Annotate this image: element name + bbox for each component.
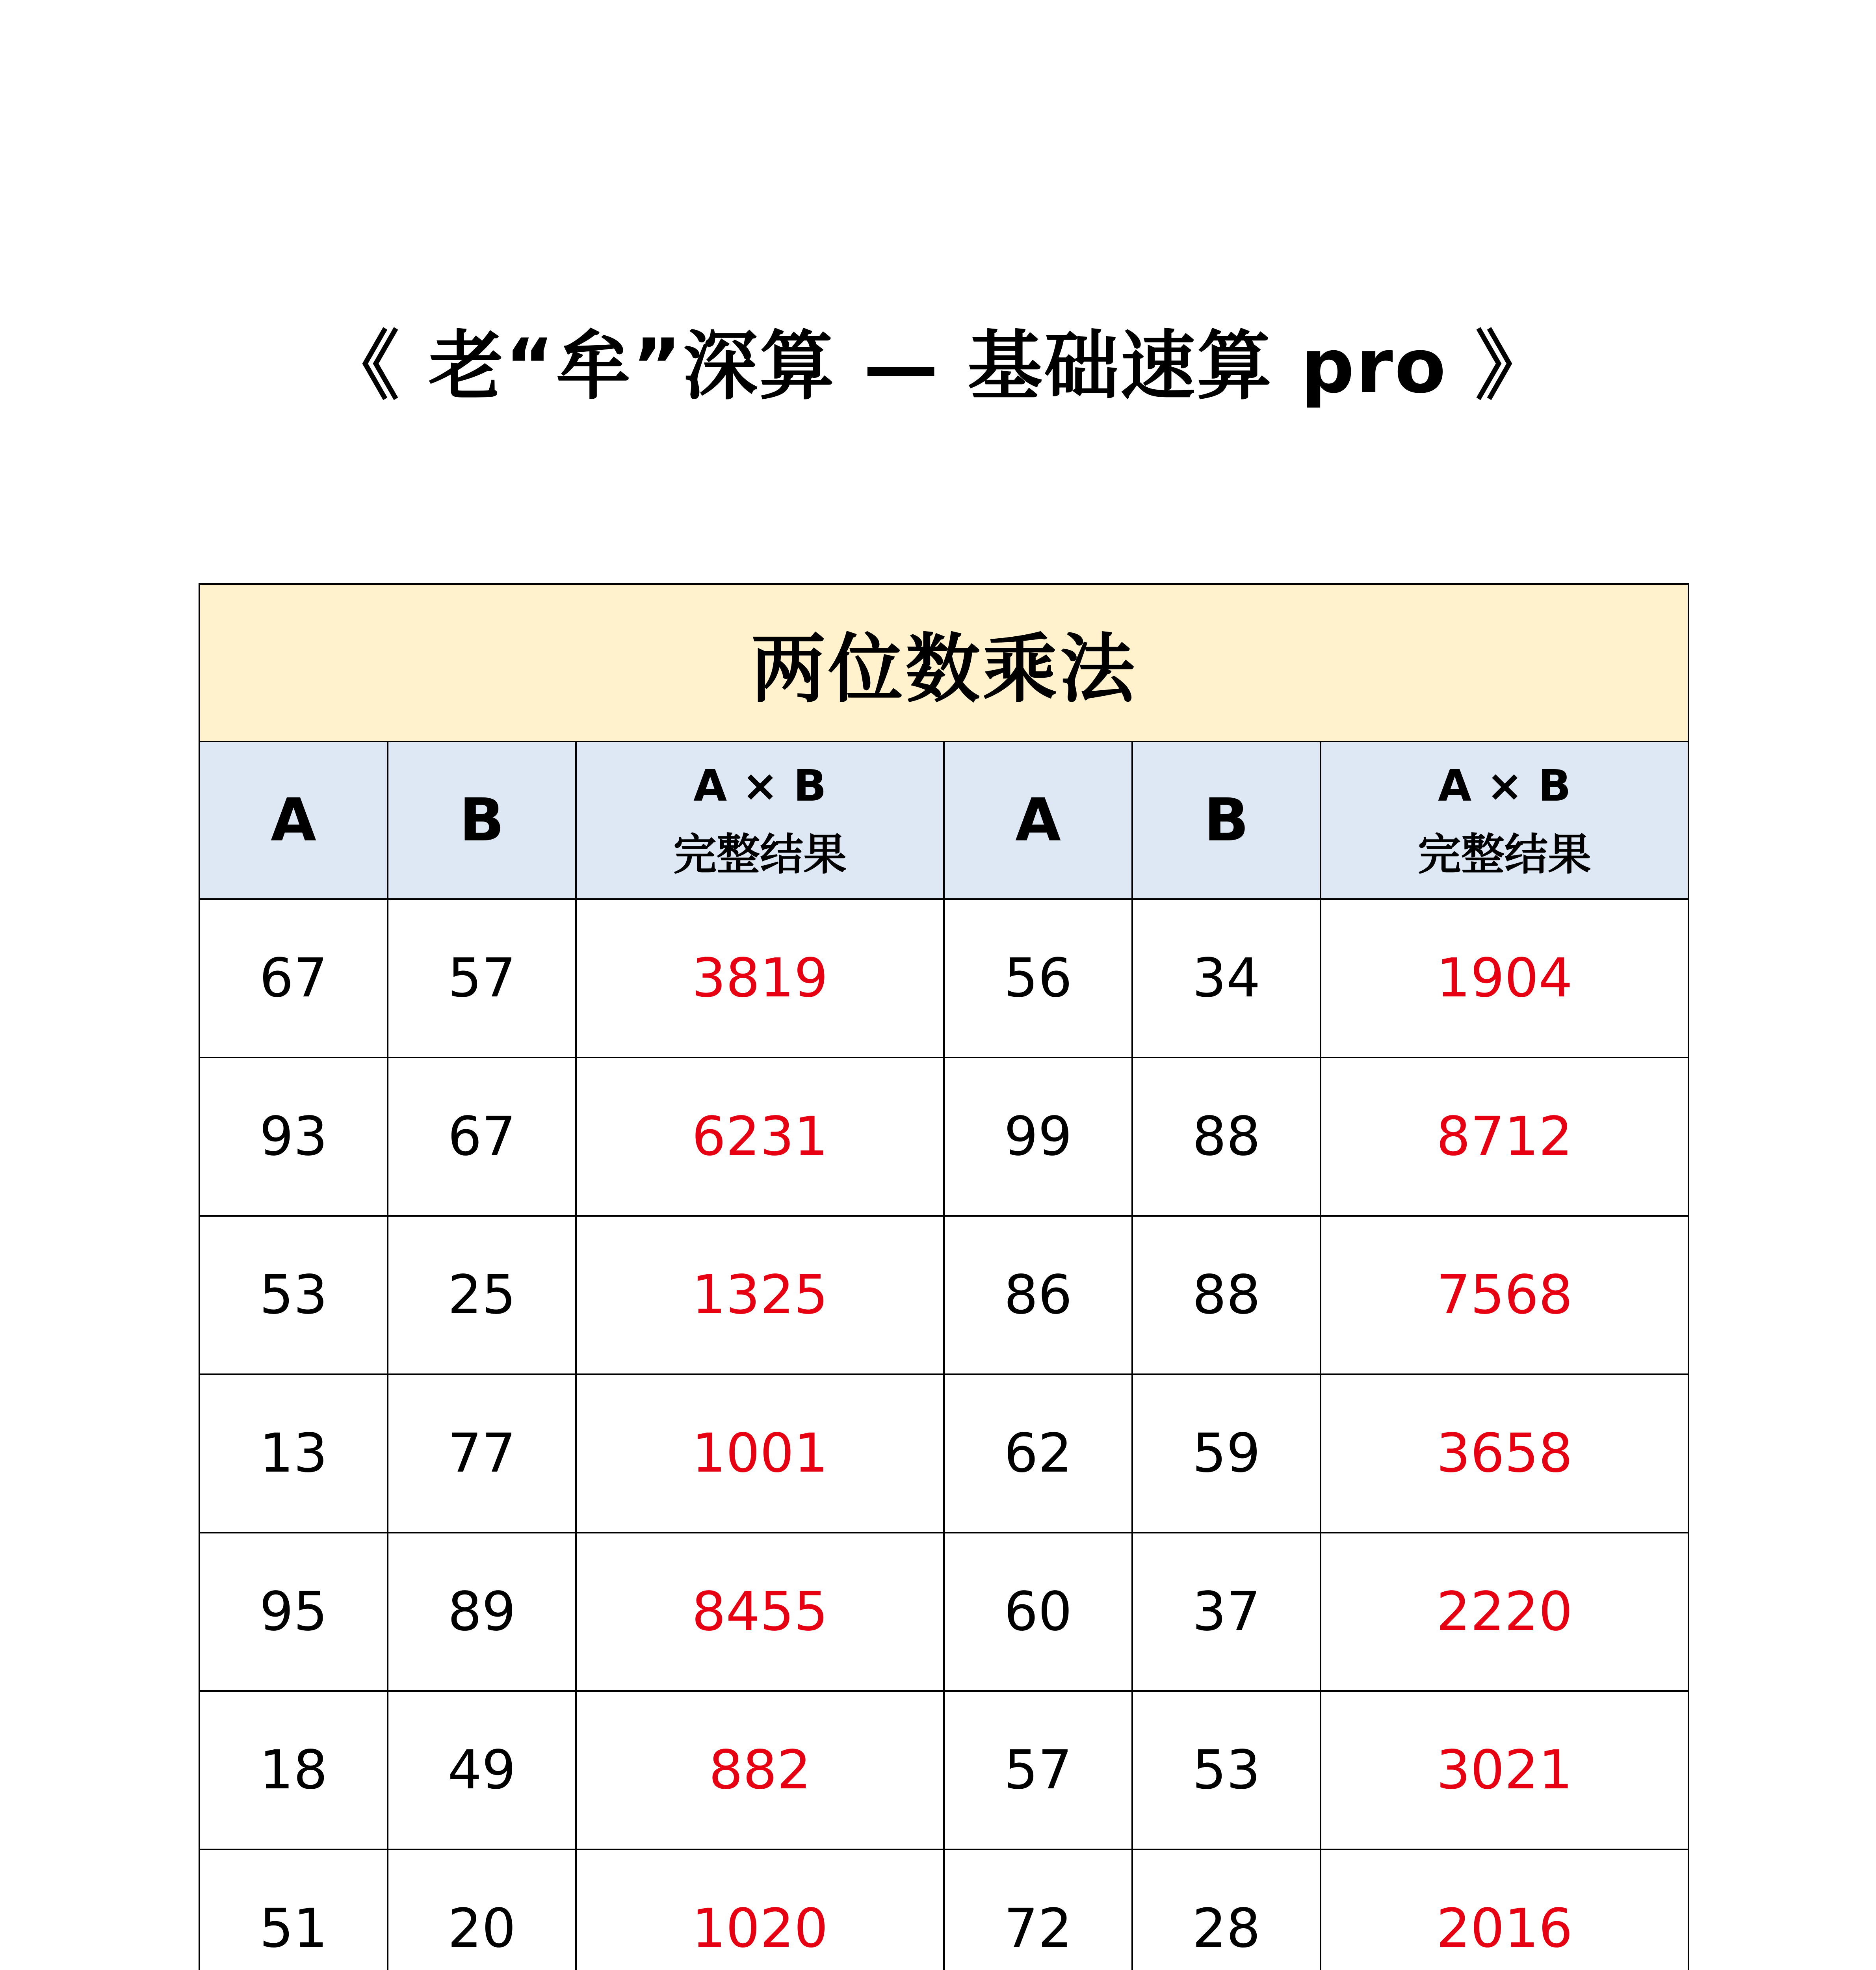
cell-result-right: 1904 bbox=[1321, 899, 1688, 1057]
column-header-a-left: A bbox=[199, 742, 388, 899]
cell-b-left: 57 bbox=[388, 899, 576, 1057]
cell-a-left: 67 bbox=[199, 899, 388, 1057]
cell-b-right: 88 bbox=[1132, 1057, 1321, 1216]
table-row bbox=[199, 1533, 1688, 1691]
column-header-a-right: A bbox=[944, 742, 1132, 899]
column-header-result-formula: A × B bbox=[1438, 760, 1571, 811]
column-header-b-left: B bbox=[388, 742, 576, 899]
cell-result-left: 8455 bbox=[576, 1533, 944, 1691]
table-row bbox=[199, 1374, 1688, 1533]
cell-b-left: 77 bbox=[388, 1374, 576, 1533]
cell-a-right: 62 bbox=[944, 1374, 1132, 1533]
table-row bbox=[199, 899, 1688, 1057]
cell-result-left: 1001 bbox=[576, 1374, 944, 1533]
cell-a-left: 18 bbox=[199, 1691, 388, 1849]
cell-a-left: 93 bbox=[199, 1057, 388, 1216]
cell-a-left: 95 bbox=[199, 1533, 388, 1691]
cell-b-right: 59 bbox=[1132, 1374, 1321, 1533]
column-header-b-right: B bbox=[1132, 742, 1321, 899]
page-title: 《 老“牟”深算 — 基础速算 pro 》 bbox=[324, 323, 1552, 410]
cell-b-right: 34 bbox=[1132, 899, 1321, 1057]
cell-result-right: 3658 bbox=[1321, 1374, 1688, 1533]
cell-result-right: 7568 bbox=[1321, 1216, 1688, 1374]
cell-b-left: 25 bbox=[388, 1216, 576, 1374]
cell-result-left: 1020 bbox=[576, 1849, 944, 1970]
cell-b-right: 28 bbox=[1132, 1849, 1321, 1970]
cell-result-right: 3021 bbox=[1321, 1691, 1688, 1849]
cell-a-left: 13 bbox=[199, 1374, 388, 1533]
cell-b-left: 20 bbox=[388, 1849, 576, 1970]
cell-result-right: 8712 bbox=[1321, 1057, 1688, 1216]
column-header-result-label: 完整结果 bbox=[1418, 829, 1591, 880]
table-row bbox=[199, 1216, 1688, 1374]
cell-b-right: 37 bbox=[1132, 1533, 1321, 1691]
cell-result-left: 6231 bbox=[576, 1057, 944, 1216]
column-header-result-left bbox=[576, 742, 944, 899]
column-header-result-right bbox=[1321, 742, 1688, 899]
cell-a-right: 86 bbox=[944, 1216, 1132, 1374]
column-header-result-formula: A × B bbox=[693, 760, 827, 811]
cell-b-right: 53 bbox=[1132, 1691, 1321, 1849]
cell-a-left: 51 bbox=[199, 1849, 388, 1970]
cell-a-right: 60 bbox=[944, 1533, 1132, 1691]
cell-b-left: 67 bbox=[388, 1057, 576, 1216]
cell-result-right: 2220 bbox=[1321, 1533, 1688, 1691]
cell-result-left: 3819 bbox=[576, 899, 944, 1057]
cell-a-right: 99 bbox=[944, 1057, 1132, 1216]
column-header-result-label: 完整结果 bbox=[673, 829, 847, 880]
table-title-row bbox=[199, 584, 1688, 742]
table-row bbox=[199, 1057, 1688, 1216]
cell-result-left: 1325 bbox=[576, 1216, 944, 1374]
cell-a-right: 57 bbox=[944, 1691, 1132, 1849]
multiplication-table bbox=[199, 583, 1689, 1970]
table-heading: 两位数乘法 bbox=[199, 584, 1688, 742]
table-body bbox=[199, 584, 1688, 1970]
cell-result-left: 882 bbox=[576, 1691, 944, 1849]
cell-b-right: 88 bbox=[1132, 1216, 1321, 1374]
cell-b-left: 89 bbox=[388, 1533, 576, 1691]
table-row bbox=[199, 1691, 1688, 1849]
cell-a-left: 53 bbox=[199, 1216, 388, 1374]
cell-b-left: 49 bbox=[388, 1691, 576, 1849]
column-header-row bbox=[199, 742, 1688, 899]
table-row bbox=[199, 1849, 1688, 1970]
cell-a-right: 56 bbox=[944, 899, 1132, 1057]
cell-result-right: 2016 bbox=[1321, 1849, 1688, 1970]
cell-a-right: 72 bbox=[944, 1849, 1132, 1970]
